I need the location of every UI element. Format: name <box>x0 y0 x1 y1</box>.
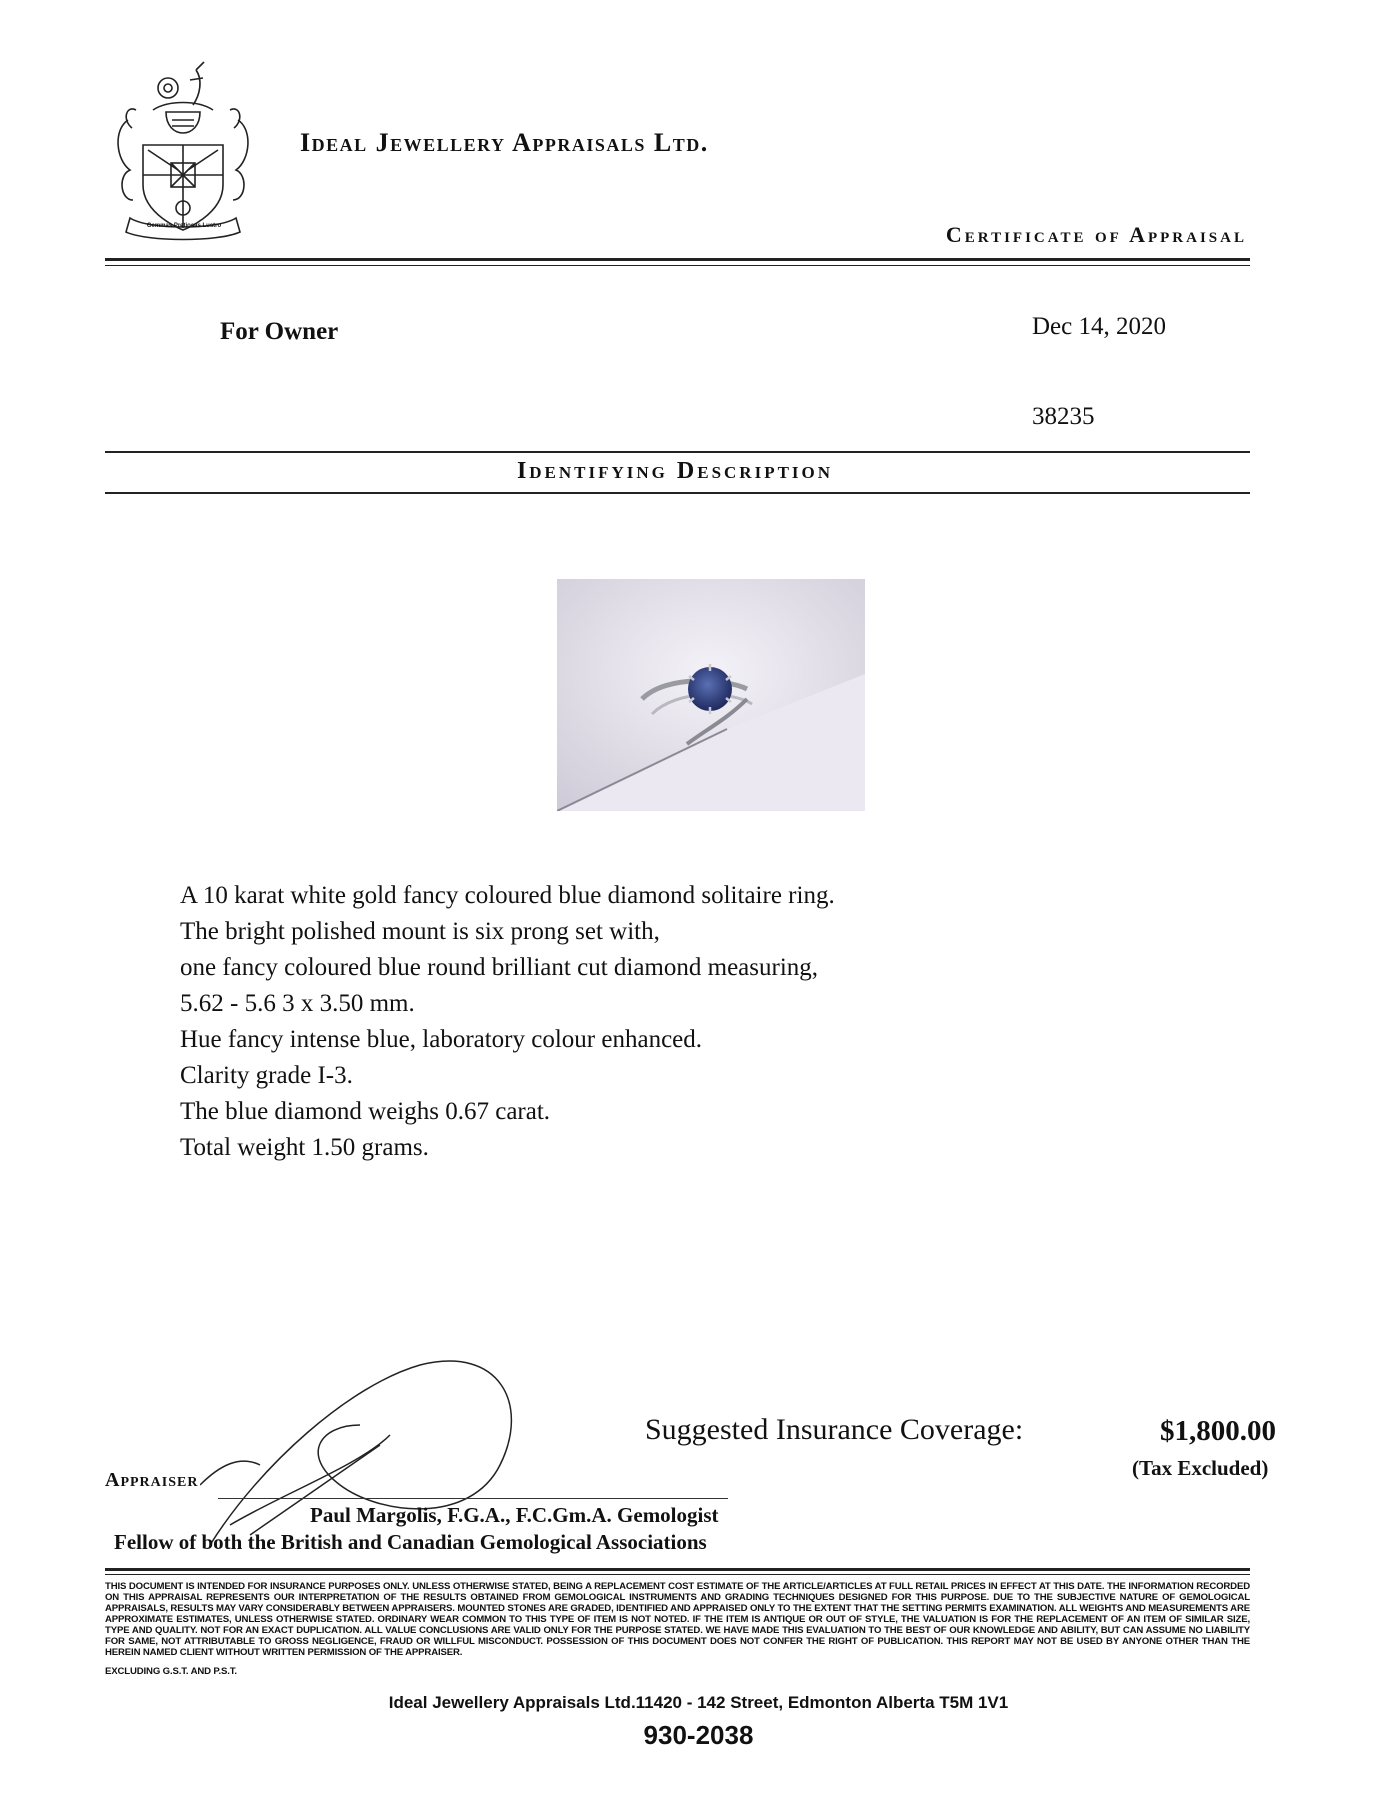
section-rule-bottom <box>105 492 1250 494</box>
document-type: Certificate of Appraisal <box>945 222 1247 247</box>
footer-phone: 930-2038 <box>643 1720 754 1750</box>
description-line: 5.62 - 5.6 3 x 3.50 mm. <box>180 990 415 1017</box>
coverage-label: Suggested Insurance Coverage: <box>645 1413 1024 1446</box>
company-crest <box>108 50 258 245</box>
description-line: Clarity grade I-3. <box>180 1062 353 1089</box>
description-line: The blue diamond weighs 0.67 carat. <box>180 1098 551 1125</box>
header-rule-thin <box>105 265 1250 266</box>
description-line: Hue fancy intense blue, laboratory colour enhanced. <box>180 1026 703 1053</box>
ring-photo <box>557 579 865 811</box>
crest-motto: Gemmas Pretiosas Lustro <box>146 223 222 229</box>
header-rule-thick <box>105 258 1250 261</box>
appraiser-name: Paul Margolis, F.G.A., F.C.Gm.A. Gemologist <box>310 1503 719 1527</box>
signature-line <box>218 1498 728 1499</box>
item-description <box>180 878 1080 1166</box>
description-line: one fancy coloured blue round brilliant cut diamond measuring, <box>180 954 819 981</box>
disclaimer-rule-thin <box>105 1574 1250 1575</box>
company-name: Ideal Jewellery Appraisals Ltd. <box>300 128 709 157</box>
disclaimer-rule-thick <box>105 1568 1250 1571</box>
appraiser-label: Appraiser <box>105 1469 199 1491</box>
crest-icon <box>108 50 258 245</box>
tax-note: (Tax Excluded) <box>1132 1456 1269 1480</box>
reference-number: 38235 <box>1032 403 1095 430</box>
coverage-amount: $1,800.00 <box>1160 1415 1276 1447</box>
appraiser-credentials: Fellow of both the British and Canadian Gemological Associations <box>114 1530 707 1554</box>
disclaimer-text: THIS DOCUMENT IS INTENDED FOR INSURANCE PURPOSES ONLY. UNLESS OTHERWISE STATED, BEING A REPLACEMENT COST ESTIMATE OF THE ARTICLE/ARTICLES AT FULL RETAIL PRICES IN EFFECT AT THIS DATE. THE INFORMATION RECORDED ON THIS APPRAISAL REPRESENTS OUR INTERPRETATION OF THE RESULTS OBTAINED FROM GEMOLOGICAL INSTRUMENTS AND GRADING TECHNIQUES DESIGNED FOR THIS PURPOSE. DUE TO THE SUBJECTIVE NATURE OF GEMOLOGICAL APPRAISALS, RESULTS MAY VARY CONSIDERABLY BETWEEN APPRAISERS. MOUNTED STONES ARE GRADED, IDENTIFIED AND APPRAISED ONLY TO THE EXTENT THAT THE SETTING PERMITS EXAMINATION. ALL WEIGHTS AND MEASUREMENTS ARE APPROXIMATE ESTIMATES, UNLESS OTHERWISE STATED. ORDINARY WEAR COMMON TO THIS TYPE OF ITEM IS NOT NOTED. IF THE ITEM IS ANTIQUE OR OUT OF STYLE, THE VALUATION IS FOR THE REPLACEMENT OF AN ITEM OF SIMILAR SIZE, TYPE AND QUALITY. NOT FOR AN EXACT DUPLICATION. ALL VALUE CONCLUSIONS ARE VALID ONLY FOR THE PURPOSE STATED. WE HAVE MADE THIS EVALUATION TO THE BEST OF OUR KNOWLEDGE AND ABILITY, BUT CAN ASSUME NO LIABILITY FOR SAME, NOT ATTRIBUTABLE TO GROSS NEGLIGENCE, FRAUD OR WILLFUL MISCONDUCT. POSSESSION OF THIS DOCUMENT DOES NOT CONFER THE RIGHT OF PUBLICATION. THIS REPORT MAY NOT BE USED BY ANYONE OTHER THAN THE HEREIN NAMED CLIENT WITHOUT WRITTEN PERMISSION OF THE APPRAISER. <box>105 1581 1250 1658</box>
appraisal-date: Dec 14, 2020 <box>1032 313 1166 340</box>
section-rule-top <box>105 451 1250 453</box>
description-line: Total weight 1.50 grams. <box>180 1134 429 1161</box>
description-line: The bright polished mount is six prong set with, <box>180 918 660 945</box>
owner-label: For Owner <box>220 318 339 345</box>
footer-address: Ideal Jewellery Appraisals Ltd.11420 - 142 Street, Edmonton Alberta T5M 1V1 <box>388 1693 1009 1712</box>
ring-image <box>557 579 865 811</box>
tax-exclusion-note: EXCLUDING G.S.T. AND P.S.T. <box>105 1666 237 1677</box>
section-title: Identifying Description <box>516 458 834 484</box>
description-line: A 10 karat white gold fancy coloured blue diamond solitaire ring. <box>180 882 835 909</box>
